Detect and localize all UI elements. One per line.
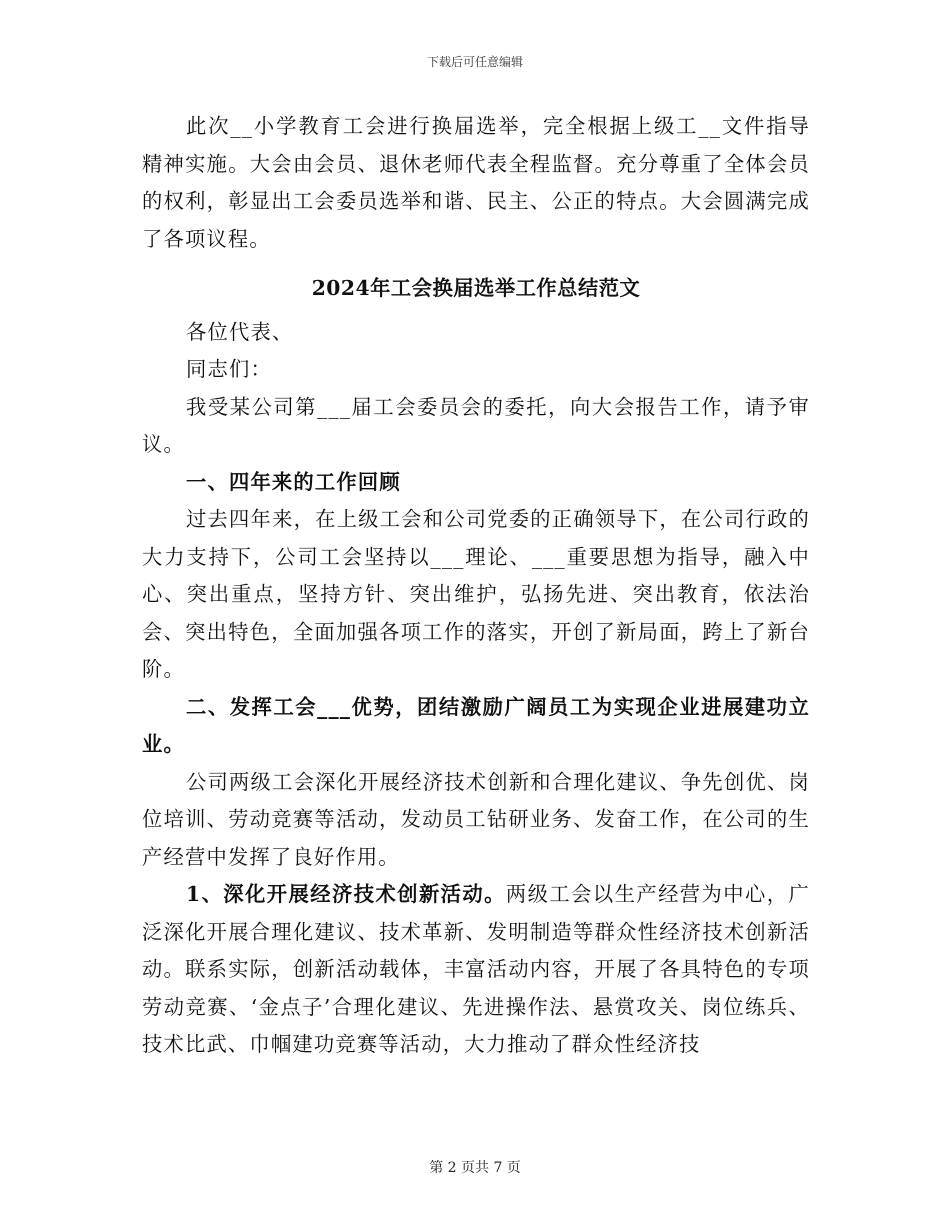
article-title: 2024年工会换届选举工作总结范文 [311, 276, 641, 300]
intro-paragraph: 此次__小学教育工会进行换届选举，完全根据上级工__文件指导精神实施。大会由会员、退休老师代表全程监督。充分尊重了全体会员的权利，彰显出工会委员选举和谐、民主、公正的特点。大会圆满完成了各项议程。 [142, 114, 810, 251]
section-2-heading: 二、发挥工会___优势，团结激励广阔员工为实现企业进展建功立业。 [142, 694, 810, 756]
page-header: 下载后可任意编辑 [426, 55, 523, 69]
section-1-body: 过去四年来，在上级工会和公司党委的正确领导下，在公司行政的大力支持下，公司工会坚持以___理论、___重要思想为指导，融入中心、突出重点，坚持方针、突出维护，弘扬先进、突出教育，依法治会、突出特色，全面加强各项工作的落实，开创了新局面，跨上了新台阶。 [142, 507, 810, 681]
section-2-body: 公司两级工会深化开展经济技术创新和合理化建议、争先创优、岗位培训、劳动竞赛等活动，发动员工钻研业务、发奋工作，在公司的生产经营中发挥了良好作用。 [142, 769, 810, 869]
item-1-paragraph [142, 876, 810, 1064]
opening-paragraph: 我受某公司第___届工会委员会的委托，向大会报告工作，请予审议。 [142, 394, 810, 456]
document-body [142, 108, 810, 1064]
greeting-line-2: 同志们： [186, 357, 272, 381]
item-1-lead: 1、深化开展经济技术创新活动。 [186, 882, 506, 906]
item-1-body: 两级工会以生产经营为中心，广泛深化开展合理化建议、技术革新、发明制造等群众性经济技术创新活动。联系实际，创新活动载体，丰富活动内容，开展了各具特色的专项劳动竞赛、‘金点子’合理化建议、先进操作法、悬赏攻关、岗位练兵、技术比武、巾帼建功竞赛等活动，大力推动了群众性经济技 [142, 882, 810, 1056]
section-1-heading: 一、四年来的工作回顾 [186, 469, 401, 494]
greeting-line-1: 各位代表、 [186, 319, 294, 344]
page-number: 第 2 页共 7 页 [429, 1160, 521, 1176]
